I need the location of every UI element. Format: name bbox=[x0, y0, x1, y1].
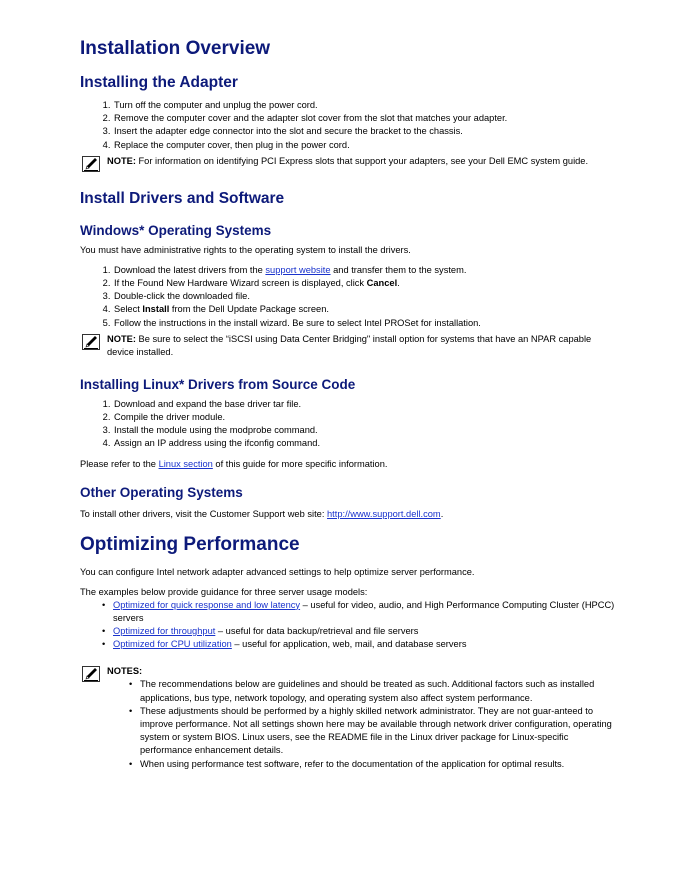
list-item: 4. Assign an IP address using the ifconfig command. bbox=[113, 437, 620, 450]
model-text: – useful for application, web, mail, and database servers bbox=[231, 639, 467, 650]
refer-text: of this guide for more specific information. bbox=[212, 458, 388, 469]
windows-steps-list bbox=[80, 264, 620, 330]
list-item: • The recommendations below are guidelines and should be treated as such. Additional factors such as installed applications, bus type, network topology, and operating system also affect system performance. bbox=[140, 678, 620, 704]
list-item: 5. Follow the instructions in the install wizard. Be sure to select Intel PROSet for installation. bbox=[113, 317, 620, 330]
note-iscsi bbox=[80, 333, 620, 359]
notes-performance bbox=[80, 665, 620, 770]
step-text: Select bbox=[114, 304, 143, 315]
heading-installing-adapter: Installing the Adapter bbox=[80, 74, 238, 91]
other-os-text bbox=[80, 508, 620, 521]
model-text: – useful for video, audio, and High Performance Computing Cluster (HPCC) servers bbox=[113, 599, 615, 623]
refer-text: Please refer to the bbox=[80, 458, 159, 469]
list-item: 1. Turn off the computer and unplug the power cord. bbox=[113, 99, 620, 112]
install-bold: Install bbox=[142, 304, 170, 315]
list-item bbox=[113, 599, 620, 625]
list-item bbox=[113, 638, 620, 651]
note-label: NOTE: bbox=[107, 333, 136, 344]
heading-other-os: Other Operating Systems bbox=[80, 484, 243, 500]
note-text: Be sure to select the “iSCSI using Data Center Bridging" install option for systems that have an NPAR capable device installed. bbox=[107, 333, 592, 357]
list-item bbox=[113, 303, 620, 316]
cancel-bold: Cancel bbox=[366, 278, 398, 289]
latency-link[interactable]: Optimized for quick response and low latency bbox=[113, 599, 301, 610]
optimizing-examples: The examples below provide guidance for three server usage models: bbox=[80, 586, 368, 597]
note-text: For information on identifying PCI Express slots that support your adapters, see your Dell EMC system guide. bbox=[135, 155, 589, 166]
usage-models-list bbox=[80, 599, 620, 652]
step-text: . bbox=[397, 278, 400, 289]
list-item: 3. Insert the adapter edge connector into the slot and secure the bracket to the chassis. bbox=[113, 125, 620, 138]
optimizing-intro: You can configure Intel network adapter advanced settings to help optimize server performance. bbox=[80, 566, 475, 577]
note-label: NOTE: bbox=[107, 155, 136, 166]
pencil-note-icon bbox=[82, 334, 100, 350]
model-text: – useful for data backup/retrieval and file servers bbox=[215, 626, 419, 637]
other-os-text-pre: To install other drivers, visit the Customer Support web site: bbox=[80, 508, 327, 519]
linux-section-link[interactable]: Linux section bbox=[158, 458, 213, 469]
heading-installation-overview: Installation Overview bbox=[80, 38, 271, 59]
heading-optimizing-performance: Optimizing Performance bbox=[80, 533, 300, 555]
heading-linux: Installing Linux* Drivers from Source Code bbox=[80, 376, 356, 392]
support-dell-link[interactable]: http://www.support.dell.com bbox=[327, 508, 441, 519]
cpu-utilization-link[interactable]: Optimized for CPU utilization bbox=[113, 639, 232, 650]
step-text: and transfer them to the system. bbox=[330, 264, 467, 275]
list-item: 2. Compile the driver module. bbox=[113, 411, 620, 424]
document-page bbox=[80, 36, 620, 771]
other-os-text-post: . bbox=[440, 508, 444, 519]
list-item: 4. Replace the computer cover, then plug in the power cord. bbox=[113, 139, 620, 152]
notes-list bbox=[107, 678, 620, 770]
throughput-link[interactable]: Optimized for throughput bbox=[113, 626, 216, 637]
list-item: 2. Remove the computer cover and the adapter slot cover from the slot that matches your adapter. bbox=[113, 112, 620, 125]
pencil-note-icon bbox=[82, 156, 100, 172]
list-item: 3. Install the module using the modprobe command. bbox=[113, 424, 620, 437]
support-website-link[interactable]: support website bbox=[265, 264, 331, 275]
step-text: If the Found New Hardware Wizard screen is displayed, click bbox=[114, 278, 367, 289]
heading-install-drivers: Install Drivers and Software bbox=[80, 189, 285, 207]
list-item bbox=[113, 625, 620, 638]
list-item: • When using performance test software, refer to the documentation of the application for optimal results. bbox=[140, 758, 620, 771]
note-pci-express bbox=[80, 155, 620, 168]
linux-refer bbox=[80, 458, 620, 471]
list-item: 1. Download and expand the base driver tar file. bbox=[113, 398, 620, 411]
step-text: Download the latest drivers from the bbox=[114, 264, 266, 275]
notes-label: NOTES: bbox=[107, 666, 143, 677]
list-item bbox=[113, 277, 620, 290]
list-item bbox=[113, 264, 620, 277]
windows-intro: You must have administrative rights to the operating system to install the drivers. bbox=[80, 244, 411, 255]
list-item: • These adjustments should be performed by a highly skilled network administrator. They are not guar-anteed to improve performance. Not all settings shown here may be available through network driver configuration, operating system or system BIOS. Linux users, see the README file in the Linux driver package for Linux-specific performance enhancement details. bbox=[140, 705, 620, 758]
heading-windows: Windows* Operating Systems bbox=[80, 222, 272, 238]
adapter-steps-list bbox=[80, 99, 620, 152]
step-text: from the Dell Update Package screen. bbox=[169, 304, 329, 315]
list-item: 3. Double-click the downloaded file. bbox=[113, 290, 620, 303]
linux-steps-list bbox=[80, 398, 620, 451]
pencil-note-icon bbox=[82, 666, 100, 682]
